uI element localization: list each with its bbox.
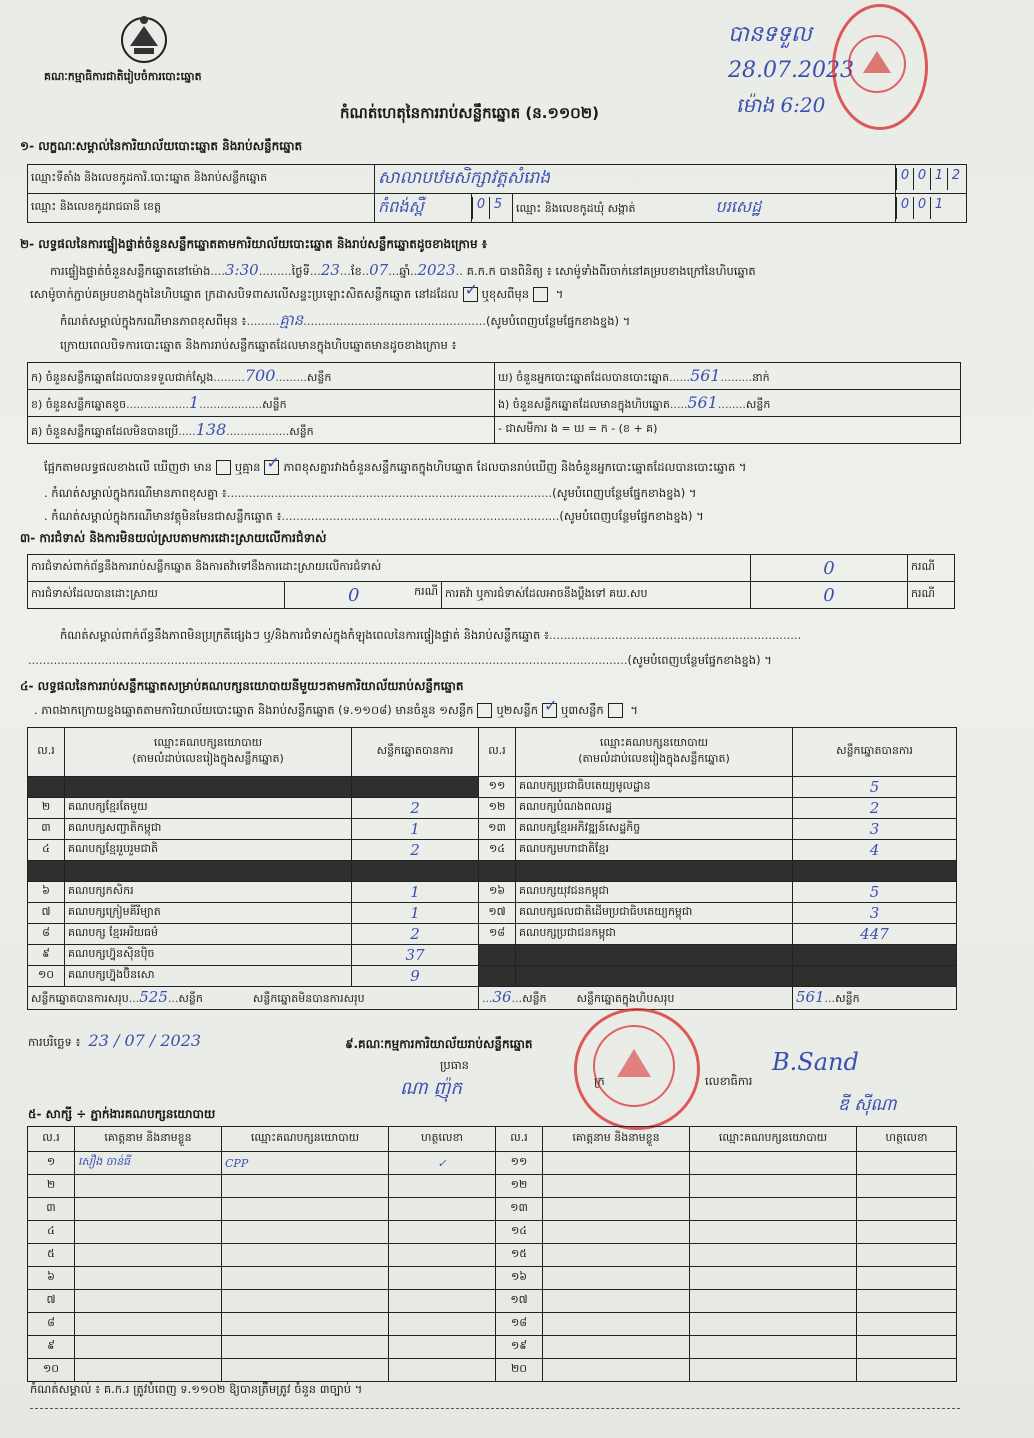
party-name: គណបក្សហ្វ៊ុនស៊ិនប៉ិច	[65, 945, 352, 966]
w-col-no: ល.រ	[28, 1127, 75, 1152]
secretary-name: ឌី ស៊ីណា	[838, 1095, 897, 1115]
witness-no: ៤	[28, 1221, 75, 1244]
result-row	[28, 798, 957, 819]
party-votes: 3	[793, 903, 957, 924]
results-table	[27, 727, 957, 1010]
party-no	[28, 861, 65, 882]
party-votes	[793, 966, 957, 987]
count-voters: ឃ) ចំនួនអ្នកបោះឆ្នោតដែលបានបោះឆ្នោត......561.........នាក់	[495, 363, 961, 390]
party-votes: 2	[793, 798, 957, 819]
party-no: ៤	[28, 840, 65, 861]
witness-name	[75, 1198, 222, 1221]
party-no: ១៨	[479, 924, 516, 945]
one-sheet-checkbox[interactable]	[477, 703, 492, 718]
section4-heading: ៤- លទ្ធផលនៃការរាប់សន្លឹកឆ្នោតសម្រាប់គណបក្សនយោបាយនីមួយៗតាមការិយាល័យរាប់សន្លឹកឆ្នោត	[20, 679, 464, 693]
witness-sign2	[857, 1198, 957, 1221]
witness-sign	[389, 1359, 496, 1382]
party-no: ១៣	[479, 819, 516, 840]
witness-sign	[389, 1198, 496, 1221]
party-no	[28, 777, 65, 798]
province-label: ឈ្មោះ និងលេខកូដរាជធានី ខេត្ត	[28, 194, 375, 223]
witness-party2	[690, 1313, 857, 1336]
different-checkbox[interactable]	[533, 287, 548, 302]
witness-no2: ១២	[496, 1175, 543, 1198]
witness-no: ៨	[28, 1313, 75, 1336]
irregularity-line: ....................................................................................................................................................................(សូមបំពេញបន្ថែមផ្នែកខាងខ្នង) ។	[28, 653, 772, 667]
party-votes: 9	[352, 966, 479, 987]
party-votes: 5	[793, 777, 957, 798]
section3-heading: ៣- ការជំទាស់ និងការមិនយល់ស្របតាមការដោះស្រាយលើការជំទាស់	[20, 531, 327, 545]
commune-code: 0 0 1	[896, 194, 967, 223]
witness-name	[75, 1336, 222, 1359]
witness-name	[75, 1244, 222, 1267]
party-no	[479, 945, 516, 966]
party-no	[479, 861, 516, 882]
party-votes: 1	[352, 882, 479, 903]
party-no	[479, 966, 516, 987]
chair-label: ប្រធាន	[440, 1058, 469, 1072]
witness-sign2	[857, 1152, 957, 1175]
party-no: ១៤	[479, 840, 516, 861]
party-no: ៨	[28, 924, 65, 945]
witness-no: ៣	[28, 1198, 75, 1221]
witness-name	[75, 1359, 222, 1382]
witness-name	[75, 1267, 222, 1290]
party-name: គណបក្សបំណងពលរដ្ឋ	[516, 798, 793, 819]
party-name: គណបក្សហ្វ៊ុងប៊ិនសោ	[65, 966, 352, 987]
party-votes	[793, 861, 957, 882]
party-votes	[352, 861, 479, 882]
witness-no2: ១៤	[496, 1221, 543, 1244]
party-no: ៩	[28, 945, 65, 966]
witness-row	[28, 1313, 957, 1336]
party-votes	[352, 777, 479, 798]
witness-party	[222, 1313, 389, 1336]
party-no: ១២	[479, 798, 516, 819]
total-invalid: ...36...សន្លឹក សន្លឹកឆ្នោតក្នុងហិបសរុប	[479, 987, 793, 1010]
witness-table	[27, 1126, 957, 1382]
count-formula: - ជាសមីការ ង = ឃ = ក - (ខ + គ)	[495, 417, 961, 444]
footnote: កំណត់សម្គាល់ ៖ គ.ក.រ ត្រូវបំពេញ ទ.១១០២ ឱ្យបានត្រឹមត្រូវ ចំនួន ៣ច្បាប់ ។	[30, 1382, 363, 1396]
sheet-count-line: . ភាពងាកក្រោយខ្នងឆ្នោតតាមការិយាល័យបោះឆ្នោត និងរាប់សន្លឹកឆ្នោត (ទ.១១០៨) មានចំនួន ១សន្លឹក ឬ២សន្លឹក✓ ឬ៣សន្លឹក ។	[34, 703, 638, 718]
three-sheet-checkbox[interactable]	[608, 703, 623, 718]
witness-no2: ១៨	[496, 1313, 543, 1336]
witness-name2	[543, 1198, 690, 1221]
section1-table	[27, 164, 967, 223]
witness-name	[75, 1221, 222, 1244]
party-name: គណបក្សខ្មែរអភិវឌ្ឍន៍សេដ្ឋកិច្ច	[516, 819, 793, 840]
secretary-label: លេខាធិការ	[705, 1074, 753, 1088]
witness-sign2	[857, 1313, 957, 1336]
party-name	[65, 861, 352, 882]
objection-table	[27, 554, 955, 609]
party-votes: 2	[352, 924, 479, 945]
emblem-logo	[116, 12, 172, 64]
party-name	[516, 945, 793, 966]
foreign-object-note: . កំណត់សម្គាល់ក្នុងករណីមានវត្ថុមិនមែនជាសន្លឹកឆ្នោត ៖............................................................................(សូមបំពេញបន្ថែមផ្នែកខាងខ្នង) ។	[44, 509, 704, 523]
witness-sign2	[857, 1336, 957, 1359]
party-name: គណបក្សមហាជាតិខ្មែរ	[516, 840, 793, 861]
witness-party2	[690, 1198, 857, 1221]
red-seal-top	[832, 4, 928, 130]
col-no-left: ល.រ	[28, 728, 65, 777]
result-row	[28, 861, 957, 882]
result-row	[28, 924, 957, 945]
witness-party	[222, 1175, 389, 1198]
appeal-count: 0	[751, 582, 908, 609]
after-close-line: ក្រោយពេលបិទការបោះឆ្នោត និងការរាប់សន្លឹកឆ្នោតដែលមានក្នុងហិបឆ្នោតមានដូចខាងក្រោម ៖	[60, 338, 457, 352]
witness-no2: ១១	[496, 1152, 543, 1175]
witness-name2	[543, 1175, 690, 1198]
difference-note: កំណត់សម្គាល់ក្នុងករណីមានភាពខុសពីមុន ៖.........គ្មាន..................................................(សូមបំពេញបន្ថែមផ្នែកខាងខ្នង) ។	[60, 311, 631, 329]
witness-name2	[543, 1152, 690, 1175]
total-valid: សន្លឹកឆ្នោតបានការសរុប...525...សន្លឹក សន្លឹកឆ្នោតមិនបានការសរុប	[28, 987, 479, 1010]
party-name: គណបក្សកសិករ	[65, 882, 352, 903]
no-discrepancy-checkbox[interactable]	[264, 460, 279, 475]
witness-row	[28, 1198, 957, 1221]
witness-sign	[389, 1313, 496, 1336]
location-code: 0 0 1 2	[896, 165, 967, 194]
chair-signature: ណា ញ៉ុក	[400, 1078, 462, 1099]
member-label: ក្រ	[594, 1074, 605, 1088]
result-row	[28, 945, 957, 966]
party-name: គណបក្សសញ្ជាតិកម្ពុជា	[65, 819, 352, 840]
party-name	[516, 861, 793, 882]
witness-party2	[690, 1175, 857, 1198]
witness-no: ១	[28, 1152, 75, 1175]
count-unused: គ) ចំនួនសន្លឹកឆ្នោតដែលមិនបានប្រើ.....138..................សន្លឹក	[28, 417, 495, 444]
witness-row	[28, 1290, 957, 1313]
received-time: ម៉ោង 6:20	[736, 93, 826, 117]
col-no-right: ល.រ	[479, 728, 516, 777]
witness-name2	[543, 1244, 690, 1267]
witness-no: ៩	[28, 1336, 75, 1359]
party-votes: 1	[352, 903, 479, 924]
witness-name2	[543, 1359, 690, 1382]
witness-no2: ២០	[496, 1359, 543, 1382]
witness-name2	[543, 1290, 690, 1313]
witness-row	[28, 1221, 957, 1244]
witness-party	[222, 1244, 389, 1267]
bottom-rule	[30, 1408, 960, 1409]
objection-label: ការជំទាស់ពាក់ព័ន្ធនឹងការរាប់សន្លឹកឆ្នោត និងការតវ៉ាទៅនឹងការដោះស្រាយលើការជំទាស់	[28, 555, 751, 582]
seal-line: សោម៉ូចាក់ភ្ជាប់គម្របខាងក្នុងនៃហិបឆ្នោត ក្រដាសបិទពាសលើសន្ទះប្រឡោះសិតសន្លឹកឆ្នោត នៅដដែល✓ ឬខុសពីមុន ។	[30, 287, 563, 302]
party-no: ១១	[479, 777, 516, 798]
col-party-right: ឈ្មោះគណបក្សនយោបាយ (តាមលំដាប់លេខរៀងក្នុងសន្លឹកឆ្នោត)	[516, 728, 793, 777]
location-label: ឈ្មោះទីតាំង និងលេខកូដការិ.បោះឆ្នោត និងរាប់សន្លឹកឆ្នោត	[28, 165, 375, 194]
witness-party	[222, 1221, 389, 1244]
count-in-box: ង) ចំនួនសន្លឹកឆ្នោតដែលមានក្នុងហិបឆ្នោត.....561........សន្លឹក	[495, 390, 961, 417]
party-no: ៣	[28, 819, 65, 840]
form-title: កំណត់ហេតុនៃការរាប់សន្លឹកឆ្នោត (ន.១១០២)	[340, 104, 600, 122]
witness-sign	[389, 1244, 496, 1267]
resolved-cell: 0 ករណី	[285, 582, 442, 609]
witness-name	[75, 1313, 222, 1336]
witness-name2	[543, 1267, 690, 1290]
col-votes-right: សន្លឹកឆ្នោតបានការ	[793, 728, 957, 777]
party-name: គណបក្សផលជាតិដើមប្រជាធិបតេយ្យកម្ពុជា	[516, 903, 793, 924]
received-note: បានទទួល	[728, 22, 812, 47]
province-value: កំពង់ស្ពឺ	[375, 194, 472, 223]
witness-party	[222, 1359, 389, 1382]
section1-heading: ១- លក្ខណៈសម្គាល់នៃការិយាល័យបោះឆ្នោត និងរាប់សន្លឹកឆ្នោត	[20, 139, 303, 153]
section2-heading: ២- លទ្ធផលនៃការផ្ទៀងផ្ទាត់ចំនួនសន្លឹកឆ្នោតតាមការិយាល័យបោះឆ្នោត និងរាប់សន្លឹកឆ្នោតដូចខាងក្រោម ៖	[20, 237, 488, 251]
w-col-sign2: ហត្ថលេខា	[857, 1127, 957, 1152]
party-name	[516, 966, 793, 987]
w-col-name2: គោត្តនាម និងនាមខ្លួន	[543, 1127, 690, 1152]
witness-party2	[690, 1152, 857, 1175]
party-name: គណបក្សខ្មែររួបរួមជាតិ	[65, 840, 352, 861]
w-col-party: ឈ្មោះគណបក្សនយោបាយ	[222, 1127, 389, 1152]
count-spoiled: ខ) ចំនួនសន្លឹកឆ្នោតខូច..................1..................សន្លឹក	[28, 390, 495, 417]
same-checkbox[interactable]	[463, 287, 478, 302]
witness-sign	[389, 1221, 496, 1244]
witness-party2	[690, 1359, 857, 1382]
discrepancy-note: . កំណត់សម្គាល់ក្នុងករណីមានភាពខុសគ្នា ៖.........................................................................................(សូមបំពេញបន្ថែមផ្នែកខាងខ្នង) ។	[44, 486, 697, 500]
objection-unit: ករណី	[908, 555, 955, 582]
witness-row	[28, 1336, 957, 1359]
committee-name: គណៈកម្មាធិការជាតិរៀបចំការបោះឆ្នោត	[44, 70, 202, 83]
witness-sign2	[857, 1175, 957, 1198]
party-votes: 3	[793, 819, 957, 840]
witness-party	[222, 1267, 389, 1290]
two-sheet-checkbox[interactable]	[542, 703, 557, 718]
witness-row	[28, 1175, 957, 1198]
result-row	[28, 840, 957, 861]
witness-name	[75, 1290, 222, 1313]
discrepancy-line: ផ្អែកតាមលទ្ធផលខាងលើ ឃើញថា មាន ឬគ្មាន✓ ភាពខុសគ្នារវាងចំនួនសន្លឹកឆ្នោតក្នុងហិបឆ្នោត ដែលបានរាប់ឃើញ និងចំនួនអ្នកបោះឆ្នោតដែលបានបោះឆ្នោត ។	[44, 460, 746, 475]
witness-sign	[389, 1175, 496, 1198]
w-col-party2: ឈ្មោះគណបក្សនយោបាយ	[690, 1127, 857, 1152]
witness-no2: ១៦	[496, 1267, 543, 1290]
signing-date: ការបរិច្ឆេទ ៖ 23 / 07 / 2023	[28, 1031, 202, 1050]
witness-no2: ១៥	[496, 1244, 543, 1267]
secretary-signature: B.Sand	[772, 1048, 859, 1076]
w-col-sign: ហត្ថលេខា	[389, 1127, 496, 1152]
party-no: ១៧	[479, 903, 516, 924]
province-code: 0 5	[472, 194, 513, 223]
witness-no: ៧	[28, 1290, 75, 1313]
witness-no: ១០	[28, 1359, 75, 1382]
commune-cell: ឈ្មោះ និងលេខកូដឃុំ សង្កាត់ បរសេដ្ឋ	[513, 194, 896, 223]
committee-label: ៩.គណៈកម្មការការិយាល័យរាប់សន្លឹកឆ្នោត	[345, 1037, 533, 1051]
verification-line: ការផ្ទៀងផ្ទាត់ចំនួនសន្លឹកឆ្នោតនៅម៉ោង....3:30.........ថ្ងៃទី...23...ខែ..07...ឆ្នាំ..2023.. គ.ក.ក បានពិនិត្យ ៖ សោម៉ូទាំងពីរចាក់នៅគម្របខាងក្រៅនៃហិបឆ្នោត	[50, 261, 756, 279]
w-col-no2: ល.រ	[496, 1127, 543, 1152]
party-no: ៦	[28, 882, 65, 903]
witness-no2: ១៩	[496, 1336, 543, 1359]
result-row	[28, 819, 957, 840]
counts-table	[27, 362, 961, 444]
party-no: ២	[28, 798, 65, 819]
witness-sign	[389, 1336, 496, 1359]
witness-party	[222, 1290, 389, 1313]
total-box: 561...សន្លឹក	[793, 987, 957, 1010]
result-row	[28, 903, 957, 924]
received-date: 28.07.2023	[728, 58, 854, 83]
party-votes: 1	[352, 819, 479, 840]
witness-name2	[543, 1221, 690, 1244]
witness-party	[222, 1198, 389, 1221]
party-votes	[793, 945, 957, 966]
party-name: គណបក្សយុវជនកម្ពុជា	[516, 882, 793, 903]
section5-heading: ៥- សាក្សី ÷ ភ្នាក់ងារគណបក្សនយោបាយ	[28, 1107, 216, 1121]
witness-no: ៥	[28, 1244, 75, 1267]
witness-sign2	[857, 1267, 957, 1290]
party-votes: 2	[352, 798, 479, 819]
witness-name2	[543, 1336, 690, 1359]
party-votes: 37	[352, 945, 479, 966]
has-discrepancy-checkbox[interactable]	[216, 460, 231, 475]
witness-party2	[690, 1221, 857, 1244]
witness-party	[222, 1336, 389, 1359]
witness-name2	[543, 1313, 690, 1336]
party-name: គណបក្សខ្មែរតែមួយ	[65, 798, 352, 819]
party-votes: 5	[793, 882, 957, 903]
party-votes: 447	[793, 924, 957, 945]
red-seal-bottom	[574, 1008, 700, 1130]
witness-row	[28, 1152, 957, 1175]
result-row	[28, 882, 957, 903]
witness-name	[75, 1175, 222, 1198]
witness-party2	[690, 1336, 857, 1359]
count-received: ក) ចំនួនសន្លឹកឆ្នោតដែលបានទទួលជាក់ស្តែង.........700.........សន្លឹក	[28, 363, 495, 390]
col-votes-left: សន្លឹកឆ្នោតបានការ	[352, 728, 479, 777]
resolved-label: ការជំទាស់ដែលបានដោះស្រាយ	[28, 582, 285, 609]
party-votes: 4	[793, 840, 957, 861]
appeal-label: ការតវ៉ា ឬការជំទាស់ដែលអាចនឹងប្តឹងទៅ គឃ.សប	[442, 582, 751, 609]
witness-sign: ✓	[389, 1152, 496, 1175]
witness-row	[28, 1267, 957, 1290]
party-name	[65, 777, 352, 798]
party-no: ៧	[28, 903, 65, 924]
location-value: សាលាបឋមសិក្សាវត្តសំរោង	[375, 165, 896, 194]
party-name: គណបក្សប្រជាធិបតេយ្យមូលដ្ឋាន	[516, 777, 793, 798]
witness-sign	[389, 1290, 496, 1313]
party-votes: 2	[352, 840, 479, 861]
witness-sign2	[857, 1244, 957, 1267]
witness-sign2	[857, 1221, 957, 1244]
party-name: គណបក្ស ខ្មែរអរិយធម៌	[65, 924, 352, 945]
witness-no2: ១៣	[496, 1198, 543, 1221]
appeal-unit: ករណី	[908, 582, 955, 609]
party-name: គណបក្សក្រៀមគីរីម្យាត	[65, 903, 352, 924]
witness-sign2	[857, 1290, 957, 1313]
witness-row	[28, 1244, 957, 1267]
witness-name: សឿង ចាន់ធី	[75, 1152, 222, 1175]
party-no: ១០	[28, 966, 65, 987]
witness-row	[28, 1359, 957, 1382]
witness-party2	[690, 1244, 857, 1267]
w-col-name: គោត្តនាម និងនាមខ្លួន	[75, 1127, 222, 1152]
witness-sign2	[857, 1359, 957, 1382]
party-name: គណបក្សប្រជាជនកម្ពុជា	[516, 924, 793, 945]
result-row	[28, 777, 957, 798]
witness-party2	[690, 1290, 857, 1313]
irregularity-note: កំណត់សម្គាល់ពាក់ព័ន្ធនឹងភាពមិនប្រក្រតីផ្សេងៗ ឬ/និងការជំទាស់ក្នុងកំឡុងពេលនៃការផ្ទៀងផ្ទាត់ និងរាប់សន្លឹកឆ្នោត ៖.....................................................................	[60, 628, 802, 642]
witness-no: ២	[28, 1175, 75, 1198]
witness-no2: ១៧	[496, 1290, 543, 1313]
party-no: ១៦	[479, 882, 516, 903]
witness-sign	[389, 1267, 496, 1290]
witness-no: ៦	[28, 1267, 75, 1290]
witness-party2	[690, 1267, 857, 1290]
objection-count: 0	[751, 555, 908, 582]
col-party-left: ឈ្មោះគណបក្សនយោបាយ (តាមលំដាប់លេខរៀងក្នុងសន្លឹកឆ្នោត)	[65, 728, 352, 777]
result-row	[28, 966, 957, 987]
witness-party: CPP	[222, 1152, 389, 1175]
